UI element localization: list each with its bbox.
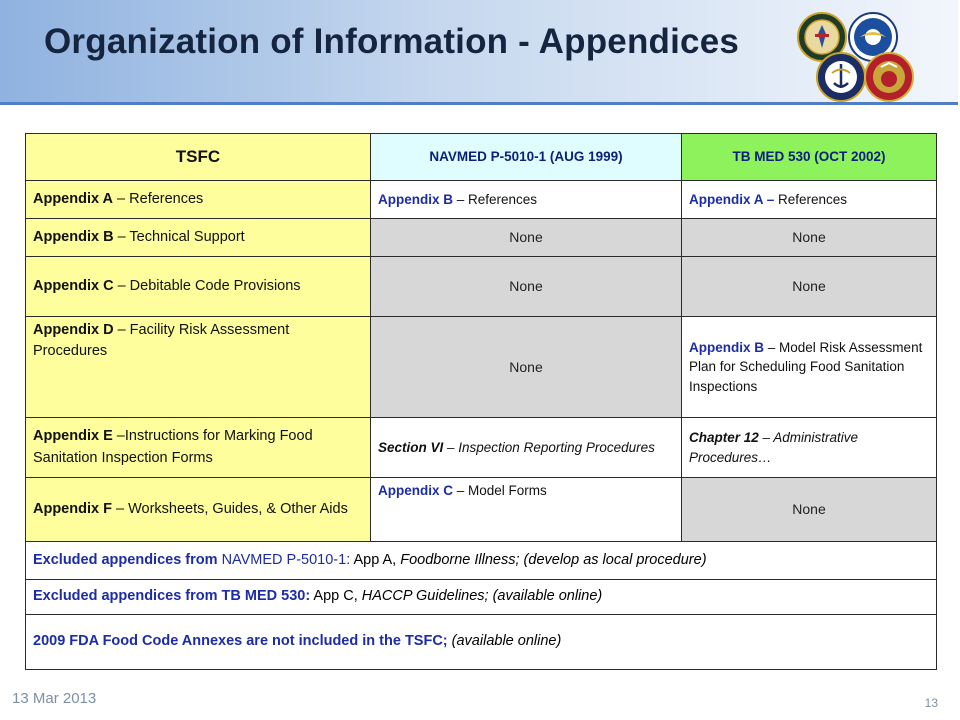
appendix-id: Appendix B — [689, 339, 765, 355]
note-row — [26, 542, 937, 580]
excluded-navmed-note: Excluded appendices from NAVMED P-5010-1: App A, Foodborne Illness; (develop as local procedure) — [26, 542, 937, 580]
section-id: Section VI — [378, 439, 444, 455]
appendix-id: Appendix E — [33, 428, 113, 445]
table-header-row — [26, 134, 937, 181]
appendix-text: – Worksheets, Guides, & Other Aids — [111, 500, 348, 517]
page-number: 13 — [924, 696, 938, 710]
appendix-text: – Facility Risk Assessment Procedures — [33, 322, 290, 360]
tsfc-cell — [26, 478, 371, 542]
tsfc-cell — [26, 317, 371, 418]
table-row — [26, 317, 937, 418]
appendix-text: – Technical Support — [113, 228, 245, 245]
tbmed-cell — [682, 418, 937, 478]
table-row — [26, 257, 937, 317]
navmed-cell — [371, 478, 682, 542]
tsfc-cell — [26, 418, 371, 478]
note-row — [26, 580, 937, 615]
appendix-text: – References — [453, 191, 538, 207]
tsfc-cell — [26, 219, 371, 257]
navmed-cell — [371, 181, 682, 219]
none-cell: None — [371, 317, 682, 418]
appendix-text: – Model Forms — [453, 483, 547, 498]
table-row — [26, 418, 937, 478]
chapter-id: Chapter 12 — [689, 429, 759, 445]
appendix-id: Appendix A – — [689, 191, 775, 207]
navmed-cell — [371, 418, 682, 478]
header-navmed: NAVMED P-5010-1 (AUG 1999) — [371, 134, 682, 181]
appendix-text: – Debitable Code Provisions — [113, 277, 301, 294]
none-cell: None — [682, 219, 937, 257]
section-text: – Inspection Reporting Procedures — [443, 439, 655, 455]
navy-seal-icon — [816, 52, 866, 102]
marine-corps-seal-icon — [864, 52, 914, 102]
tsfc-cell — [26, 181, 371, 219]
slide-title: Organization of Information - Appendices — [44, 22, 740, 61]
slide-date: 13 Mar 2013 — [12, 690, 97, 707]
header-tsfc: TSFC — [26, 134, 371, 181]
fda-annex-note: 2009 FDA Food Code Annexes are not included in the TSFC; (available online) — [26, 615, 937, 670]
banner-divider — [0, 102, 958, 105]
appendices-table — [25, 133, 937, 670]
appendix-id: Appendix D — [33, 322, 114, 338]
appendix-id: Appendix B — [33, 228, 114, 245]
table-row — [26, 478, 937, 542]
none-cell: None — [682, 257, 937, 317]
header-tbmed: TB MED 530 (OCT 2002) — [682, 134, 937, 181]
appendix-id: Appendix A — [33, 190, 114, 207]
appendix-text: – Model Risk Assessment Plan for Scheduling Food Sanitation Inspections — [689, 339, 923, 394]
none-cell: None — [682, 478, 937, 542]
none-cell: None — [371, 257, 682, 317]
appendix-text: References — [774, 191, 848, 207]
appendix-id: Appendix F — [33, 500, 112, 517]
chapter-text: – Administrative Procedures… — [689, 429, 859, 465]
appendix-id: Appendix B — [378, 191, 454, 207]
note-row — [26, 615, 937, 670]
tsfc-cell — [26, 257, 371, 317]
appendix-id: Appendix C — [378, 483, 454, 498]
appendix-text: – References — [113, 190, 204, 207]
none-cell: None — [371, 219, 682, 257]
table-row — [26, 219, 937, 257]
table-row — [26, 181, 937, 219]
appendix-text: –Instructions for Marking Food Sanitation Inspection Forms — [33, 428, 313, 466]
tbmed-cell — [682, 317, 937, 418]
tbmed-cell — [682, 181, 937, 219]
excluded-tbmed-note: Excluded appendices from TB MED 530: App C, HACCP Guidelines; (available online) — [26, 580, 937, 615]
appendix-id: Appendix C — [33, 277, 114, 294]
